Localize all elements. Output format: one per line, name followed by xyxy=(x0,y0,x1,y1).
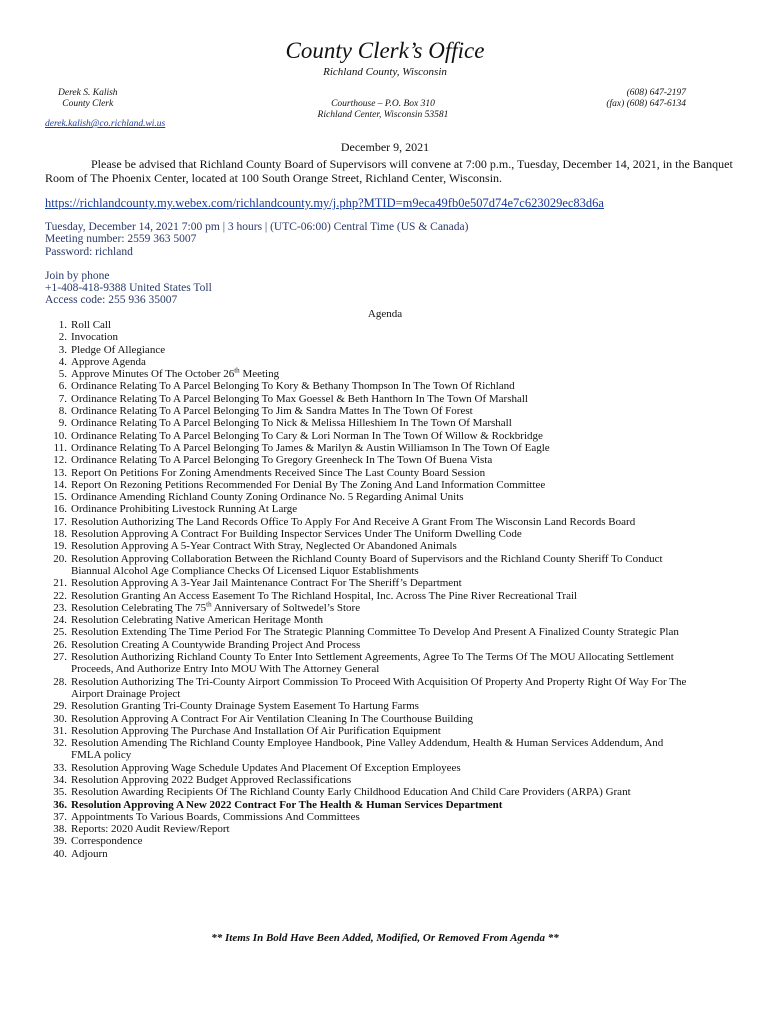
agenda-item xyxy=(45,774,695,786)
agenda-item xyxy=(45,491,695,503)
agenda-item xyxy=(45,528,695,540)
agenda-item-text: Resolution Granting An Access Easement To The Richland Hospital, Inc. Across The Pine River Recreational Trail xyxy=(71,589,578,602)
letter-date: December 9, 2021 xyxy=(340,140,430,154)
agenda-item-text: Resolution Approving A Contract For Air Ventilation Cleaning In The Courthouse Building xyxy=(71,712,473,725)
agenda-item-text: Ordinance Relating To A Parcel Belonging To Nick & Melissa Hilleshiem In The Town Of Marshall xyxy=(71,417,512,430)
agenda-item xyxy=(45,676,695,701)
clerk-title: County Clerk xyxy=(62,99,114,109)
agenda-item-number: 17. xyxy=(53,515,67,528)
agenda-item xyxy=(45,639,695,651)
agenda-item-text: Pledge Of Allegiance xyxy=(71,343,166,356)
agenda-item xyxy=(45,602,695,614)
contact-block xyxy=(606,88,686,110)
agenda-item-text: Resolution Awarding Recipients Of The Richland County Early Childhood Education And Child Care Providers (ARPA) Grant xyxy=(71,786,631,799)
agenda-item-text: Resolution Approving A 3-Year Jail Maintenance Contract For The Sheriff’s Department xyxy=(71,577,462,590)
agenda-item-number: 30. xyxy=(53,712,67,725)
agenda-item xyxy=(45,626,695,638)
agenda-item xyxy=(45,614,695,626)
agenda-item-text: Roll Call xyxy=(71,319,112,331)
agenda-item-number: 34. xyxy=(53,773,67,786)
office-title: County Clerk’s Office xyxy=(285,38,485,63)
clerk-block xyxy=(58,88,118,110)
agenda-item xyxy=(45,835,695,847)
agenda-item-text: Resolution Authorizing Richland County To Enter Into Settlement Agreements, Agree To The Terms Of The MOU Allocating Settlement Proceeds, And Authorize Entry Into MOU With The Attorney General xyxy=(71,651,674,676)
agenda-item-number: 6. xyxy=(58,380,67,393)
agenda-item xyxy=(45,762,695,774)
agenda-item-number: 23. xyxy=(53,601,67,614)
agenda-item xyxy=(45,786,695,798)
agenda-item-text: Ordinance Relating To A Parcel Belonging To Kory & Bethany Thompson In The Town Of Richland xyxy=(71,380,515,393)
agenda-item-number: 38. xyxy=(53,823,67,836)
agenda-item-text: Report On Petitions For Zoning Amendments Received Since The Last County Board Session xyxy=(71,466,486,479)
agenda-item-text: Resolution Extending The Time Period For The Strategic Planning Committee To Develop And Present A Finalized County Strategic Plan xyxy=(71,626,679,639)
agenda-item-number: 39. xyxy=(53,835,67,848)
agenda-item xyxy=(45,577,695,589)
agenda-item xyxy=(45,590,695,602)
agenda-item-text: Ordinance Relating To A Parcel Belonging To James & Marilyn & Austin Williamson In The Town Of Eagle xyxy=(71,441,550,454)
meeting-password: Password: richland xyxy=(45,245,133,258)
agenda-item-number: 31. xyxy=(53,724,67,737)
agenda-item xyxy=(45,700,695,712)
county-subtitle: Richland County, Wisconsin xyxy=(323,66,447,78)
agenda-item-text: Adjourn xyxy=(71,847,108,860)
agenda-item-text: Resolution Approving A New 2022 Contract For The Health & Human Services Department xyxy=(71,798,503,811)
agenda-item xyxy=(45,823,695,835)
agenda-item xyxy=(45,442,695,454)
agenda-item xyxy=(45,516,695,528)
agenda-item-text: Report On Rezoning Petitions Recommended For Denial By The Zoning And Land Information Committee xyxy=(71,478,546,491)
agenda-item-number: 28. xyxy=(53,675,67,688)
agenda-item-text: Resolution Approving Wage Schedule Updates And Placement Of Exception Employees xyxy=(71,761,461,774)
agenda-item-number: 40. xyxy=(53,847,67,860)
address-line-2: Richland Center, Wisconsin 53581 xyxy=(317,110,449,120)
access-code: Access code: 255 936 35007 xyxy=(45,294,178,307)
agenda-item xyxy=(45,331,695,343)
agenda-item xyxy=(45,356,695,368)
agenda-item xyxy=(45,393,695,405)
agenda-item-text: Ordinance Relating To A Parcel Belonging To Cary & Lori Norman In The Town Of Willow & Rockbridge xyxy=(71,429,543,442)
agenda-item-number: 16. xyxy=(53,503,67,516)
agenda-item-text: Resolution Approving A 5-Year Contract With Stray, Neglected Or Abandoned Animals xyxy=(71,540,457,553)
agenda-item xyxy=(45,553,695,578)
agenda-item-number: 22. xyxy=(53,589,67,602)
agenda-item-text: Ordinance Relating To A Parcel Belonging To Max Goessel & Beth Hanthorn In The Town Of Marshall xyxy=(71,392,528,405)
agenda-item-number: 20. xyxy=(53,552,67,565)
agenda-item-text: Invocation xyxy=(71,331,119,344)
agenda-item-number: 1. xyxy=(58,319,67,331)
agenda-item-text: Correspondence xyxy=(71,835,143,848)
fax-number: (fax) (608) 647-6134 xyxy=(606,99,686,109)
footer-note: ** Items In Bold Have Been Added, Modified, Or Removed From Agenda ** xyxy=(211,932,559,944)
phone-number: (608) 647-2197 xyxy=(626,88,686,98)
agenda-item-number: 29. xyxy=(53,700,67,713)
agenda-item-text: Reports: 2020 Audit Review/Report xyxy=(71,823,230,836)
agenda-item-text: Resolution Celebrating Native American Heritage Month xyxy=(71,614,324,627)
agenda-item xyxy=(45,454,695,466)
agenda-item-number: 7. xyxy=(58,392,67,405)
agenda-item-number: 37. xyxy=(53,810,67,823)
agenda-item-text: Resolution Approving Collaboration Between the Richland County Board of Supervisors and the Richland County Sheriff To Conduct Biannual Alcohol Age Compliance Checks Of Licensed Liquor Establishments xyxy=(71,552,663,577)
agenda-item-text: Resolution Authorizing The Land Records Office To Apply For And Receive A Grant From The Wisconsin Land Records Board xyxy=(71,515,636,528)
join-by-phone-label: Join by phone xyxy=(45,269,110,282)
agenda-item xyxy=(45,713,695,725)
agenda-item-number: 9. xyxy=(58,417,67,430)
agenda-item-number: 24. xyxy=(53,614,67,627)
agenda-item-text: Resolution Amending The Richland County Employee Handbook, Pine Valley Addendum, Health & Human Services Addendum, And FMLA policy xyxy=(71,737,664,762)
meeting-number: Meeting number: 2559 363 5007 xyxy=(45,233,197,246)
agenda-item-number: 8. xyxy=(58,405,67,418)
agenda-item-number: 14. xyxy=(53,478,67,491)
agenda-item xyxy=(45,737,695,762)
agenda-item-text-tail: Anniversary of Soltwedel’s Store xyxy=(211,601,361,614)
agenda-item xyxy=(45,811,695,823)
agenda-item-number: 19. xyxy=(53,540,67,553)
agenda-item-number: 26. xyxy=(53,638,67,651)
agenda-item xyxy=(45,430,695,442)
agenda-item xyxy=(45,380,695,392)
agenda-item-text: Resolution Granting Tri-County Drainage System Easement To Hartung Farms xyxy=(71,700,419,713)
agenda-item xyxy=(45,651,695,676)
agenda-item xyxy=(45,540,695,552)
agenda-list xyxy=(45,319,695,860)
agenda-title: Agenda xyxy=(367,308,403,320)
address-block xyxy=(292,99,474,121)
agenda-item xyxy=(45,344,695,356)
agenda-item-text: Approve Minutes Of The October 26 xyxy=(71,368,235,381)
email-link[interactable]: derek.kalish@co.richland.wi.us xyxy=(45,119,166,129)
agenda-item-number: 3. xyxy=(58,343,67,356)
address-line-1: Courthouse – P.O. Box 310 xyxy=(331,99,435,109)
agenda-item-number: 21. xyxy=(53,577,67,590)
meeting-info xyxy=(45,221,468,307)
agenda-item-number: 33. xyxy=(53,761,67,774)
ordinal-suffix: th xyxy=(206,600,212,609)
agenda-item-number: 18. xyxy=(53,528,67,541)
agenda-item-text: Ordinance Amending Richland County Zoning Ordinance No. 5 Regarding Animal Units xyxy=(71,491,464,504)
agenda-item xyxy=(45,319,695,331)
agenda-item-text: Ordinance Relating To A Parcel Belonging To Gregory Greenheck In The Town Of Buena Vista xyxy=(71,454,493,467)
agenda-item-text: Appointments To Various Boards, Commissions And Committees xyxy=(71,810,360,823)
agenda-item-text: Resolution Celebrating The 75 xyxy=(71,601,207,614)
agenda-item-number: 4. xyxy=(58,355,67,368)
agenda-item-text: Resolution Authorizing The Tri-County Airport Commission To Proceed With Acquisition Of Property And Property Right Of Way For The Airport Drainage Project xyxy=(71,675,687,700)
agenda-item xyxy=(45,799,695,811)
agenda-item-text: Resolution Approving 2022 Budget Approved Reclassifications xyxy=(71,773,352,786)
agenda-item xyxy=(45,503,695,515)
agenda-item-number: 2. xyxy=(58,331,67,344)
agenda-item-text: Approve Agenda xyxy=(71,355,146,368)
agenda-item-number: 25. xyxy=(53,626,67,639)
agenda-item-text: Ordinance Relating To A Parcel Belonging To Jim & Sandra Mattes In The Town Of Forest xyxy=(71,405,473,418)
agenda-item-number: 15. xyxy=(53,491,67,504)
agenda-item-number: 32. xyxy=(53,737,67,750)
agenda-item xyxy=(45,417,695,429)
ordinal-suffix: th xyxy=(234,366,240,375)
agenda-item-text: Resolution Approving A Contract For Building Inspector Services Under The Uniform Dwelling Code xyxy=(71,528,522,541)
agenda-item-text: Ordinance Prohibiting Livestock Running At Large xyxy=(71,503,298,516)
agenda-item-text: Resolution Approving The Purchase And Installation Of Air Purification Equipment xyxy=(71,724,441,737)
clerk-name: Derek S. Kalish xyxy=(58,88,118,98)
agenda-item-number: 13. xyxy=(53,466,67,479)
agenda-item-number: 12. xyxy=(53,454,67,467)
meeting-time: Tuesday, December 14, 2021 7:00 pm | 3 hours | (UTC-06:00) Central Time (US & Canada) xyxy=(45,221,469,233)
agenda-item xyxy=(45,467,695,479)
intro-paragraph: Please be advised that Richland County Board of Supervisors will convene at 7:00 p.m., Tuesday, December 14, 2021, in the Banquet Room of The Phoenix Center, located at 100 South Orange Street, Richland Center, Wisconsin. xyxy=(45,157,733,185)
agenda-item-number: 11. xyxy=(53,441,67,454)
agenda-item-text: Resolution Creating A Countywide Branding Project And Process xyxy=(71,638,361,651)
agenda-item xyxy=(45,479,695,491)
webex-link[interactable]: https://richlandcounty.my.webex.com/richlandcounty.my/j.php?MTID=m9eca49fb0e507d74e7c623029ec83d6a xyxy=(45,196,604,210)
agenda-item-number: 27. xyxy=(53,651,67,664)
agenda-item-number: 35. xyxy=(53,786,67,799)
agenda-item-number: 5. xyxy=(58,368,67,381)
agenda-item xyxy=(45,725,695,737)
agenda-item xyxy=(45,405,695,417)
agenda-item xyxy=(45,368,695,380)
agenda-item-text-tail: Meeting xyxy=(239,368,280,381)
agenda-item-number: 10. xyxy=(53,429,67,442)
dial-in-number: +1-408-418-9388 United States Toll xyxy=(45,282,212,295)
agenda-item-number: 36. xyxy=(53,798,67,811)
agenda-item xyxy=(45,848,695,860)
